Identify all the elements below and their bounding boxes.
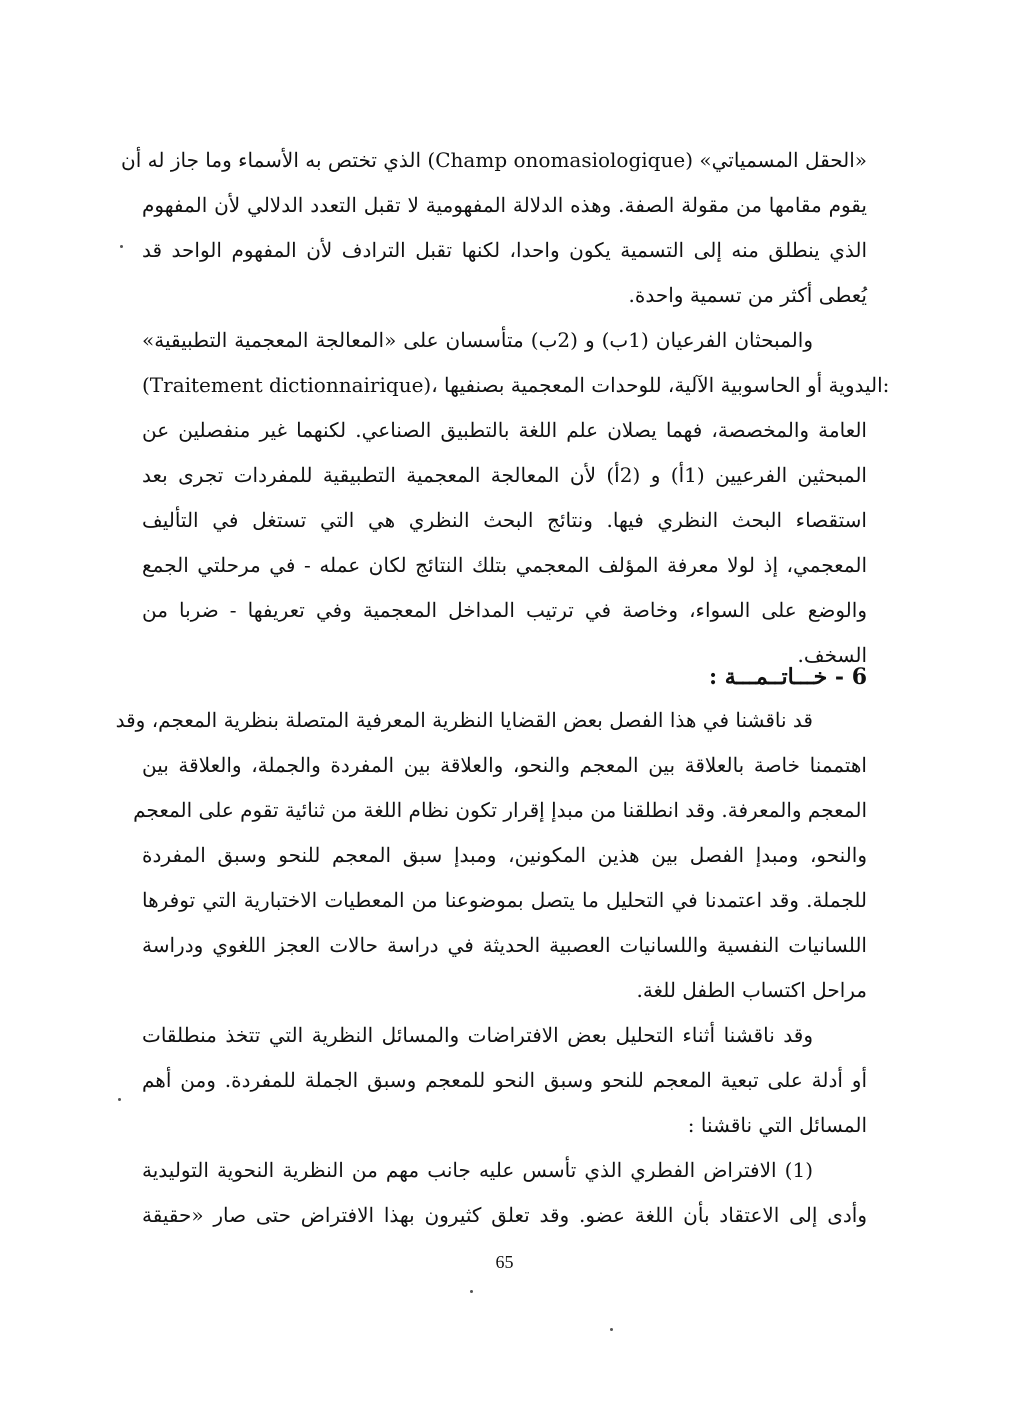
text-line: والنحو، ومبدإ الفصل بين هذين المكونين، ومبدإ سبق المعجم للنحو وسبق المفردة — [142, 843, 867, 867]
text-line: وقد ناقشنا أثناء التحليل بعض الافتراضات والمسائل النظرية التي تتخذ منطلقات — [142, 1023, 813, 1047]
text-line: استقصاء البحث النظري فيها. ونتائج البحث النظري هي التي تستغل في التأليف — [142, 508, 867, 532]
scan-speck — [120, 245, 123, 248]
text-line: اهتممنا خاصة بالعلاقة بين المعجم والنحو، والعلاقة بين المفردة والجملة، والعلاقة بين — [142, 753, 867, 777]
scan-speck — [118, 1098, 121, 1101]
text-line: أو أدلة على تبعية المعجم للنحو وسبق النحو للمعجم وسبق الجملة للمفردة. ومن أهم — [142, 1068, 867, 1092]
text-line: مراحل اكتساب الطفل للغة. — [636, 978, 867, 1002]
text-line: (Traitement dictionnairique)، اليدوية أو الحاسوبية الآلية، للوحدات المعجمية بصنفيها: — [142, 373, 890, 397]
text-line: للجملة. وقد اعتمدنا في التحليل ما يتصل بموضوعنا من المعطيات الاختبارية التي توفرها — [142, 888, 867, 912]
text-line: اللسانيات النفسية واللسانيات العصبية الحديثة في دراسة حالات العجز اللغوي ودراسة — [142, 933, 867, 957]
section-heading: 6 - خـــاتــمـــة : — [708, 664, 867, 690]
scan-speck — [470, 1290, 473, 1293]
text-line: العامة والمخصصة، فهما يصلان علم اللغة بالتطبيق الصناعي. لكنهما غير منفصلين عن — [142, 418, 867, 442]
text-line: وأدى إلى الاعتقاد بأن اللغة عضو. وقد تعلق كثيرون بهذا الافتراض حتى صار «حقيقة — [142, 1203, 867, 1227]
text-line: والمبحثان الفرعيان (1ب) و (2ب) متأسسان على «المعالجة المعجمية التطبيقية» — [142, 328, 813, 352]
text-line: يقوم مقامها من مقولة الصفة. وهذه الدلالة المفهومية لا تقبل التعدد الدلالي لأن المفهوم — [142, 193, 867, 217]
text-line: المسائل التي ناقشنا : — [687, 1113, 867, 1137]
text-line: المعجمي، إذ لولا معرفة المؤلف المعجمي بتلك النتائج لكان عمله - في مرحلتي الجمع — [142, 553, 867, 577]
text-line: المبحثين الفرعيين (1أ) و (2أ) لأن المعالجة المعجمية التطبيقية للمفردات تجرى بعد — [142, 463, 867, 487]
text-line: قد ناقشنا في هذا الفصل بعض القضايا النظرية المعرفية المتصلة بنظرية المعجم، وقد — [115, 708, 813, 732]
text-line: يُعطى أكثر من تسمية واحدة. — [628, 283, 867, 307]
text-line: الذي ينطلق منه إلى التسمية يكون واحدا، لكنها تقبل الترادف لأن المفهوم الواحد قد — [142, 238, 867, 262]
text-line: (1) الافتراض الفطري الذي تأسس عليه جانب مهم من النظرية النحوية التوليدية — [142, 1158, 813, 1182]
text-line: السخف. — [797, 643, 867, 667]
page-number: 65 — [495, 1252, 514, 1272]
text-line: والوضع على السواء، وخاصة في ترتيب المداخل المعجمية وفي تعريفها - ضربا من — [142, 598, 867, 622]
text-line: المعجم والمعرفة. وقد انطلقنا من مبدإ إقرار تكون نظام اللغة من ثنائية تقوم على المعجم — [133, 798, 867, 822]
scan-speck — [610, 1328, 613, 1331]
text-line: «الحقل المسمياتي» (Champ onomasiologique) الذي تختص به الأسماء وما جاز له أن — [121, 148, 867, 172]
